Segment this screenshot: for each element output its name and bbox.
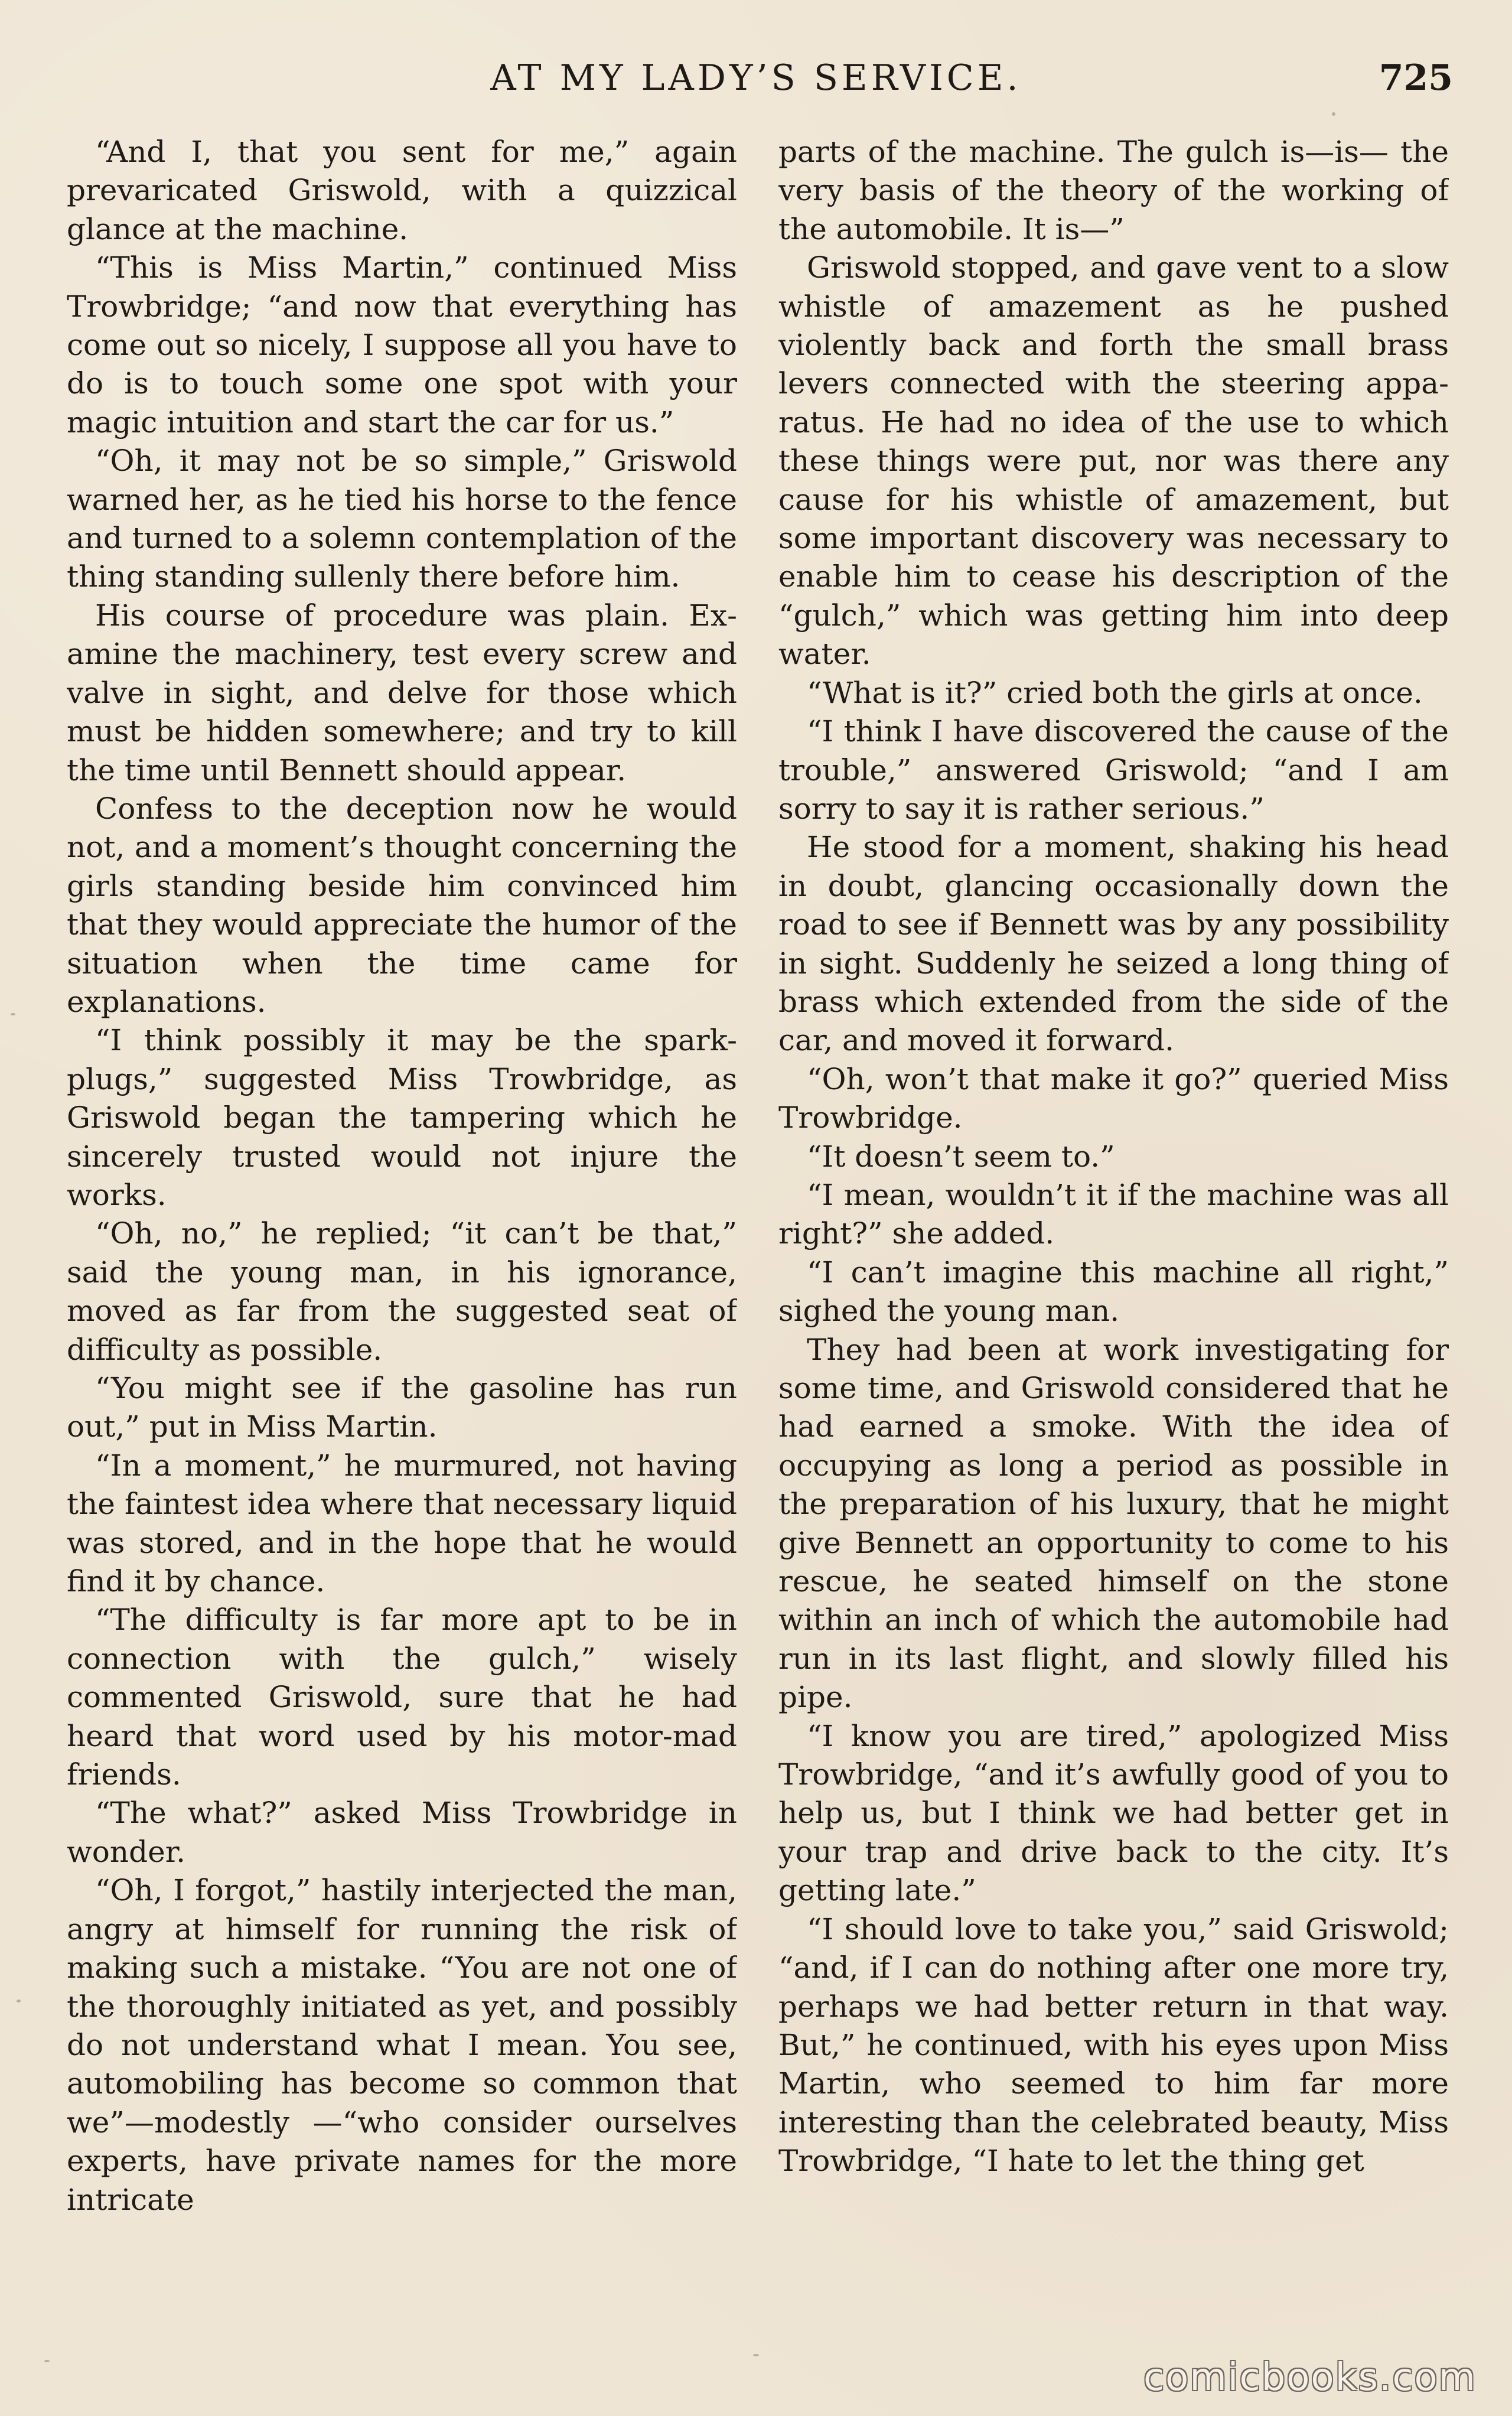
paragraph: “Oh, won’t that make it go?” queried Miss Trowbridge. — [778, 1062, 1449, 1135]
paragraph: “Oh, no,” he replied; “it can’t be that,” said the young man, in his ignorance, moved as far from the suggested seat of difficulty as possible. — [67, 1216, 737, 1367]
paper-speck — [753, 2354, 759, 2356]
page-number: 725 — [1379, 57, 1453, 99]
paper-speck — [44, 2360, 50, 2362]
paragraph: “This is Miss Martin,” continued Miss Trowbridge; “and now that everything has come out so nicely, I suppose all you have to do is to touch some one spot with your magic intuition and start the car for us.” — [67, 250, 737, 439]
paragraph: They had been at work investigating for some time, and Griswold considered that he had earned a smoke. With the idea of occupying as long a period as possible in the preparation of his luxury, that he might give Bennett an opportunity to come to his rescue, he seated himself on the stone within an inch of which the automobile had run in its last flight, and slowly filled his pipe. — [778, 1332, 1449, 1715]
running-head: AT MY LADY’S SERVICE. — [490, 57, 1022, 99]
paragraph: parts of the machine. The gulch is—is— the very basis of the theory of the working of the automobile. It is—” — [778, 135, 1449, 246]
paragraph: He stood for a moment, shaking his head in doubt, glancing occasionally down the road to see if Bennett was by any possibility in sight. Suddenly he seized a long thing of brass which extended from the side of the car, and moved it forward. — [778, 830, 1449, 1058]
page-header — [0, 54, 1512, 102]
paragraph: Griswold stopped, and gave vent to a slow whistle of amazement as he pushed violently back and forth the small brass levers connected with the steering apparatus. He had no idea of the use to which these things were put, nor was there any cause for his whistle of amazement, but some important discovery was necessary to enable him to cease his description of the “gulch,” which was getting him into deep water. — [778, 250, 1449, 672]
paragraph: “Oh, I forgot,” hastily interjected the man, angry at himself for running the risk of making such a mistake. “You are not one of the thoroughly initiated as yet, and possibly do not understand what I mean. You see, automobiling has become so common that we”—modestly —“who consider ourselves experts, have private names for the more intricate — [67, 1873, 737, 2217]
paper-speck — [1332, 112, 1335, 116]
paper-speck — [17, 2000, 21, 2003]
paragraph: “In a moment,” he murmured, not having the faintest idea where that necessary liquid was stored, and in the hope that he would find it by chance. — [67, 1448, 737, 1599]
paragraph: “I can’t imagine this machine all right,” sighed the young man. — [778, 1255, 1449, 1329]
paragraph: His course of procedure was plain. Examine the machinery, test every screw and valve in sight, and delve for those which must be hidden somewhere; and try to kill the time until Bennett should appear. — [67, 598, 737, 787]
paragraph: “The difficulty is far more apt to be in connection with the gulch,” wisely commented Griswold, sure that he had heard that word used by his motor-mad friends. — [67, 1603, 737, 1792]
paragraph: Confess to the deception now he would not, and a moment’s thought concerning the girls standing beside him convinced him that they would appreciate the humor of the situation when the time came for explanations. — [67, 791, 737, 1019]
paragraph: “I know you are tired,” apologized Miss Trowbridge, “and it’s awfully good of you to help us, but I think we had better get in your trap and drive back to the city. It’s getting late.” — [778, 1718, 1449, 1908]
paragraph: “I mean, wouldn’t it if the machine was all right?” she added. — [778, 1177, 1449, 1251]
paragraph: “And I, that you sent for me,” again prevaricated Griswold, with a quizzical glance at the machine. — [67, 135, 737, 246]
text-columns — [67, 133, 1449, 2354]
paragraph: “Oh, it may not be so simple,” Griswold warned her, as he tied his horse to the fence and turned to a solemn contemplation of the thing standing sullenly there before him. — [67, 444, 737, 594]
right-column — [778, 133, 1449, 2354]
paragraph: “I think I have discovered the cause of the trouble,” answered Griswold; “and I am sorry to say it is rather serious.” — [778, 714, 1449, 826]
left-column — [67, 133, 737, 2354]
watermark: comicbooks.com — [1143, 2356, 1477, 2399]
paragraph: “It doesn’t seem to.” — [807, 1139, 1115, 1174]
paragraph: “The what?” asked Miss Trowbridge in wonder. — [67, 1796, 737, 1869]
paragraph: “I should love to take you,” said Griswold; “and, if I can do nothing after one more try, perhaps we had better return in that way. But,” he continued, with his eyes upon Miss Martin, who seemed to him far more interesting than the celebrated beauty, Miss Trowbridge, “I hate to let the thing get — [778, 1912, 1449, 2179]
paragraph: “You might see if the gasoline has run out,” put in Miss Martin. — [67, 1371, 737, 1444]
paragraph: “I think possibly it may be the spark-plugs,” suggested Miss Trowbridge, as Griswold began the tampering which he sincerely trusted would not injure the works. — [67, 1023, 737, 1212]
paragraph: “What is it?” cried both the girls at once. — [807, 675, 1423, 710]
paper-speck — [11, 1013, 15, 1015]
